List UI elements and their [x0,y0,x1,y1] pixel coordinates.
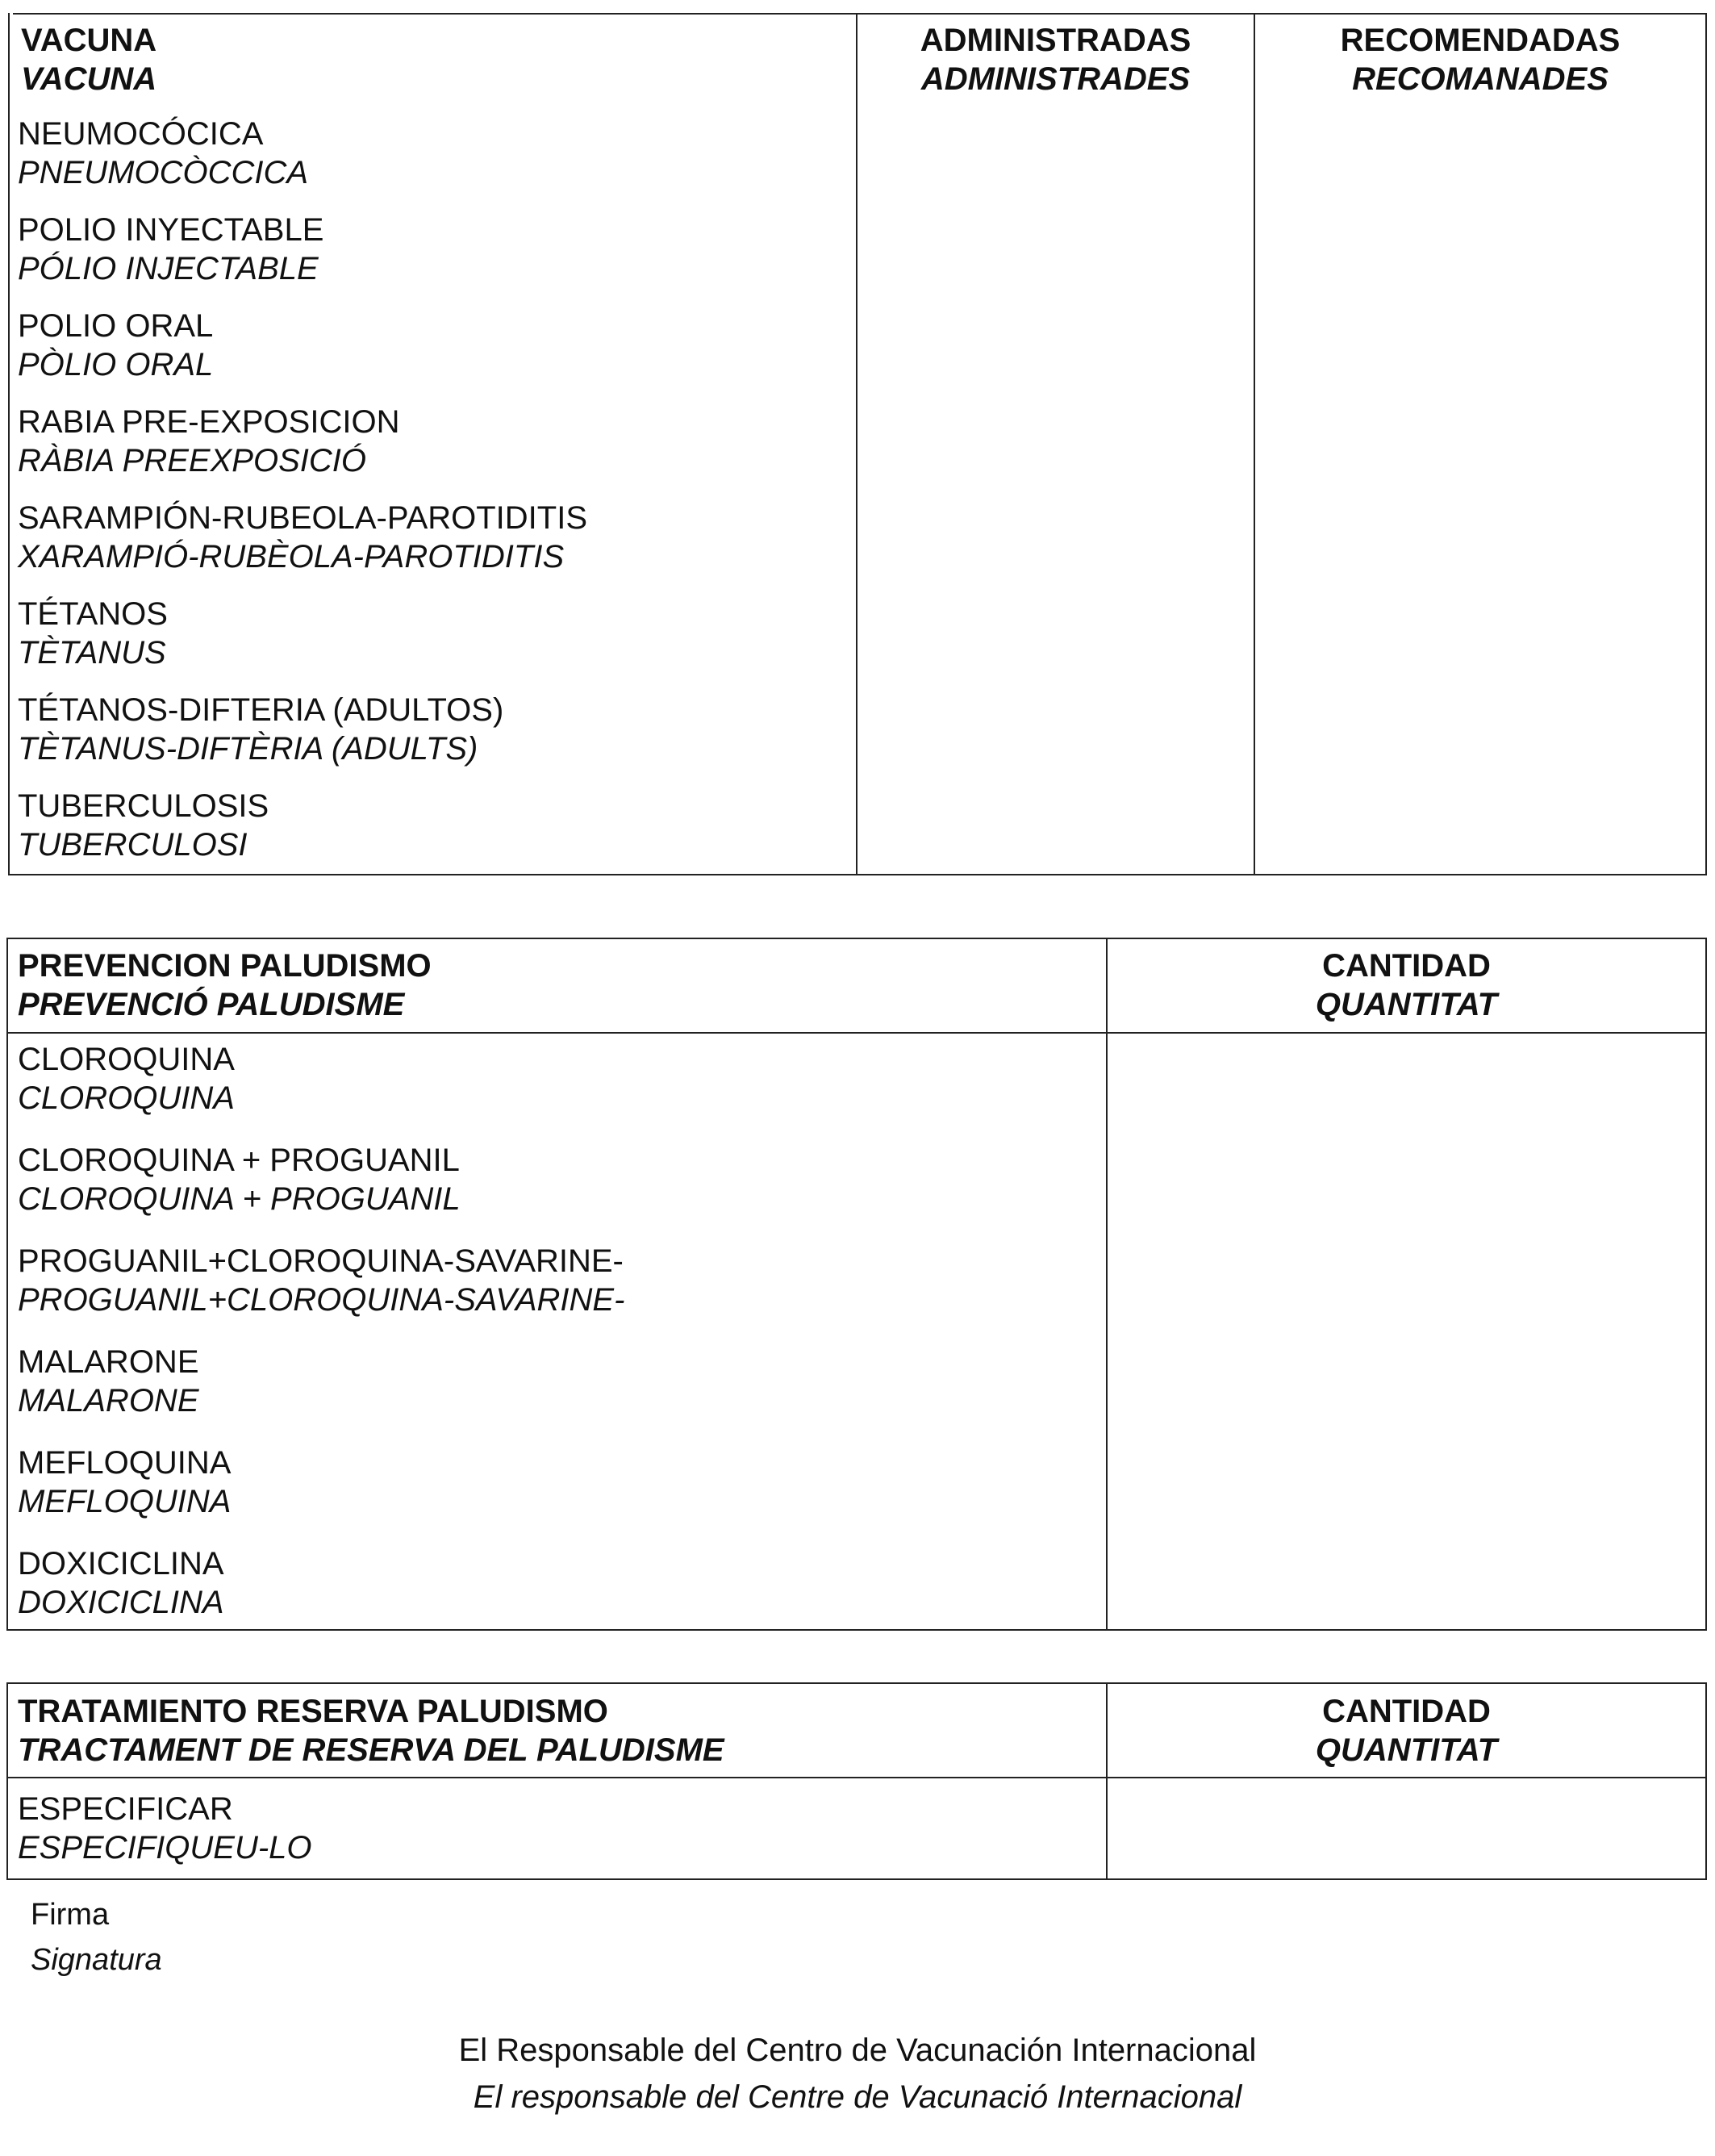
vaccine-name-ca: TUBERCULOSI [18,827,248,863]
responsible-title: El Responsable del Centro de Vacunación Internacional [458,2033,1257,2068]
table-divider [856,13,858,875]
header-quantity-ca: QUANTITAT [1315,987,1498,1022]
table-row [18,1141,461,1218]
specify-label-ca: ESPECIFIQUEU-LO [18,1830,312,1866]
specify-label: ESPECIFICAR [18,1791,233,1827]
table-border [6,938,8,1631]
table-border [6,1777,1707,1778]
vaccine-name: NEUMOCÓCICA [18,116,264,152]
vaccine-name-ca: PNEUMOCÒCCICA [18,155,309,190]
drug-name-ca: PROGUANIL+CLOROQUINA-SAVARINE- [18,1282,625,1318]
header-recommended-ca: RECOMANADES [1352,61,1609,97]
vaccine-name-ca: RÀBIA PREEXPOSICIÓ [18,443,366,478]
header-quantity: CANTIDAD [1322,1694,1491,1729]
drug-name-ca: CLOROQUINA [18,1080,235,1116]
table-divider [1254,13,1255,875]
table-row [18,403,399,480]
table-row [18,307,213,384]
vaccine-name-ca: XARAMPIÓ-RUBÈOLA-PAROTIDITIS [18,539,565,575]
header-quantity-ca: QUANTITAT [1315,1732,1498,1768]
table-row [18,1343,199,1420]
drug-name-ca: MEFLOQUINA [18,1484,232,1519]
table-row [18,1544,224,1622]
table-row [18,1040,235,1118]
table-border [6,1032,1707,1034]
vaccine-name-ca: TÈTANUS-DIFTÈRIA (ADULTS) [18,731,478,767]
header-prevention-ca: PREVENCIÓ PALUDISME [18,987,405,1022]
table-border [6,1878,1707,1880]
vaccine-name-ca: TÈTANUS [18,635,166,671]
table-border [6,1682,8,1880]
table-border [13,13,1707,15]
table-divider [1106,938,1108,1631]
table-border [8,13,10,875]
table-row [18,787,269,864]
table-border [1705,938,1707,1631]
table-row [18,1242,624,1319]
header-prevention: PREVENCION PALUDISMO [18,948,432,984]
vaccine-name: TÉTANOS [18,596,168,632]
header-vaccine: VACUNA [21,23,157,58]
header-reserve-ca: TRACTAMENT DE RESERVA DEL PALUDISME [18,1732,724,1768]
table-row [18,211,323,288]
signature-label-ca: Signatura [31,1943,162,1977]
vaccine-name: POLIO INYECTABLE [18,212,324,248]
vaccine-name-ca: PÒLIO ORAL [18,347,214,382]
table-border [6,1682,1707,1684]
table-border [1705,1682,1707,1880]
drug-name: MEFLOQUINA [18,1445,232,1481]
table-border [6,938,1707,939]
drug-name: MALARONE [18,1344,199,1380]
header-vaccine-ca: VACUNA [21,61,157,97]
header-administered: ADMINISTRADAS [920,23,1191,58]
vaccine-name: TUBERCULOSIS [18,788,269,824]
drug-name: DOXICICLINA [18,1546,224,1581]
header-recommended: RECOMENDADAS [1340,23,1621,58]
drug-name: CLOROQUINA [18,1042,235,1077]
table-border [6,1629,1707,1631]
table-row [18,595,168,672]
table-border [8,874,1707,875]
drug-name: PROGUANIL+CLOROQUINA-SAVARINE- [18,1243,624,1279]
drug-name-ca: MALARONE [18,1383,199,1419]
vaccine-name: SARAMPIÓN-RUBEOLA-PAROTIDITIS [18,500,588,536]
header-administered-ca: ADMINISTRADES [920,61,1191,97]
table-border [1705,13,1707,875]
vaccine-name: POLIO ORAL [18,308,214,344]
header-quantity: CANTIDAD [1322,948,1491,984]
drug-name-ca: DOXICICLINA [18,1585,224,1620]
responsible-title-ca: El responsable del Centre de Vacunació Internacional [473,2079,1242,2115]
vaccine-name-ca: PÓLIO INJECTABLE [18,251,319,286]
drug-name-ca: CLOROQUINA + PROGUANIL [18,1181,461,1217]
signature-label: Firma [31,1898,110,1932]
table-row [18,499,587,576]
header-reserve: TRATAMIENTO RESERVA PALUDISMO [18,1694,608,1729]
table-row [18,1790,312,1867]
table-row [18,115,308,192]
vaccine-name: TÉTANOS-DIFTERIA (ADULTOS) [18,692,504,728]
vaccine-name: RABIA PRE-EXPOSICION [18,404,400,440]
table-row [18,1444,231,1521]
table-row [18,691,503,768]
drug-name: CLOROQUINA + PROGUANIL [18,1143,460,1178]
